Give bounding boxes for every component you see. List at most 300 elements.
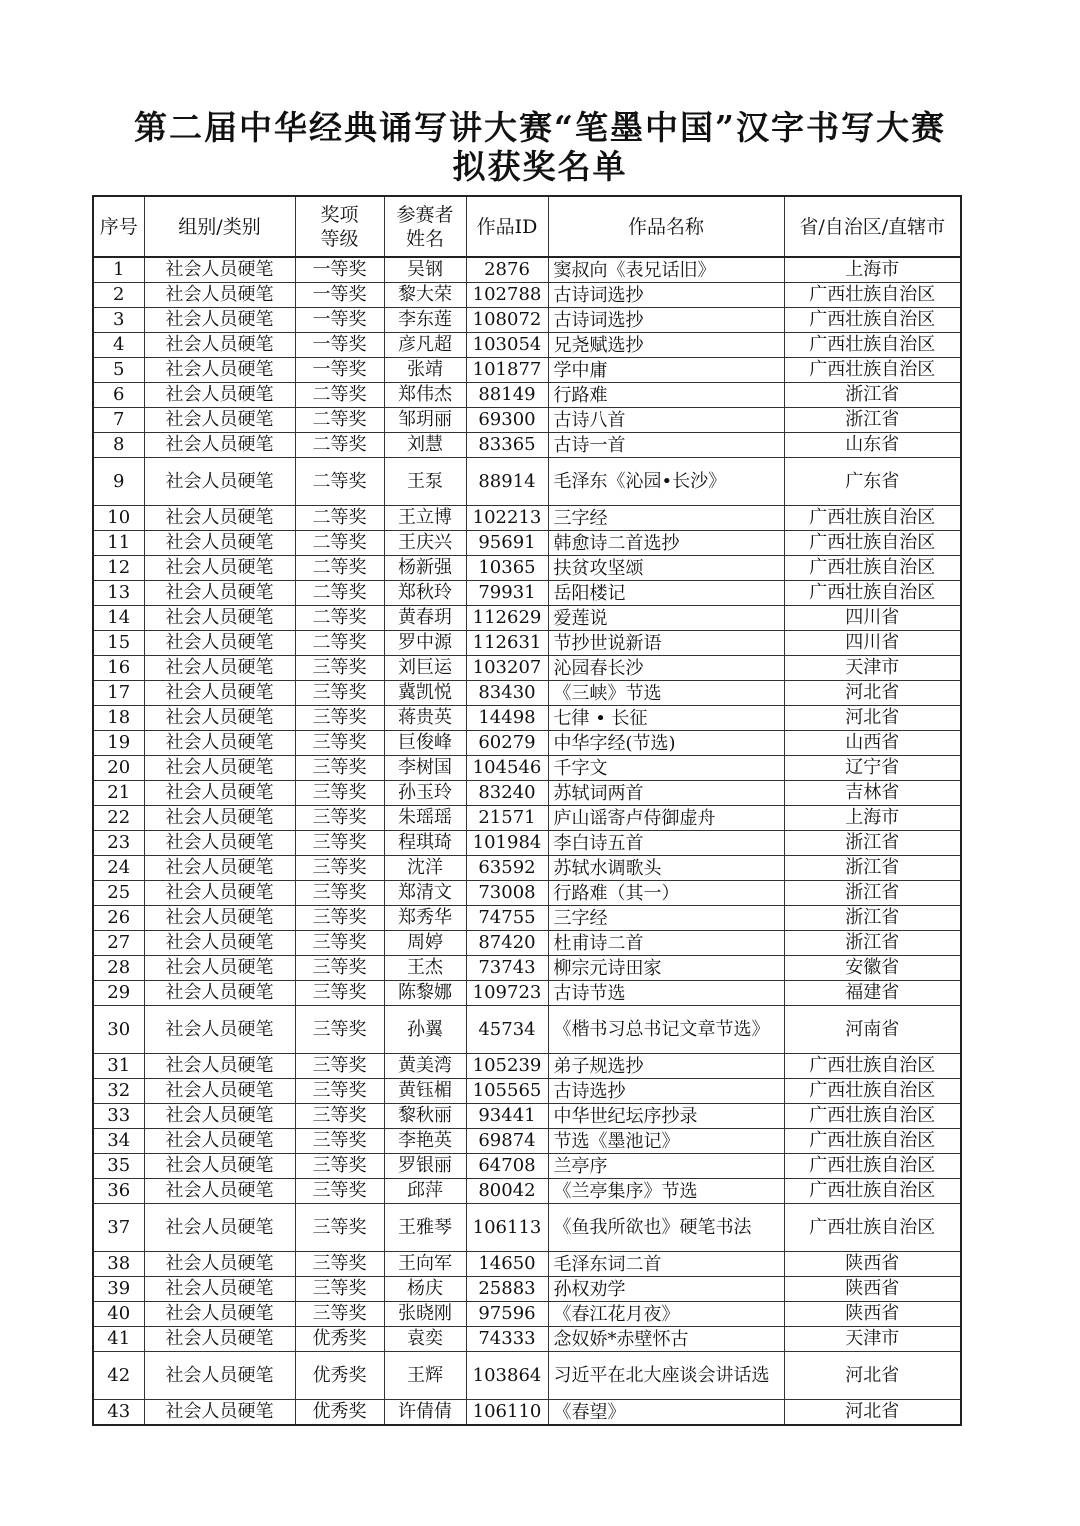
work-id-cell: 2876 (466, 257, 548, 283)
table-row (93, 1154, 961, 1179)
region-cell: 广西壮族自治区 (784, 1054, 961, 1079)
work-id-cell: 95691 (466, 531, 548, 556)
region-cell: 浙江省 (784, 831, 961, 856)
region-cell: 广西壮族自治区 (784, 358, 961, 383)
table-row (93, 581, 961, 606)
region-cell: 山西省 (784, 731, 961, 756)
table-row (93, 1054, 961, 1079)
work-title-cell: 三字经 (548, 906, 784, 931)
table-row (93, 257, 961, 283)
work-title-cell: 七律 • 长征 (548, 706, 784, 731)
table-row (93, 556, 961, 581)
work-id-cell: 83365 (466, 433, 548, 458)
work-title-cell: 古诗节选 (548, 981, 784, 1006)
row-index: 25 (93, 881, 144, 906)
award-cell: 三等奖 (295, 806, 384, 831)
table-row (93, 881, 961, 906)
group-cell: 社会人员硬笔 (144, 981, 295, 1006)
region-cell: 浙江省 (784, 856, 961, 881)
award-table (92, 195, 962, 1426)
table-row (93, 1327, 961, 1352)
work-title-cell: 节抄世说新语 (548, 631, 784, 656)
row-index: 41 (93, 1327, 144, 1352)
group-cell: 社会人员硬笔 (144, 856, 295, 881)
table-row (93, 731, 961, 756)
work-title-cell: 习近平在北大座谈会讲话选 (548, 1352, 784, 1400)
row-index: 4 (93, 333, 144, 358)
column-header-work-id: 作品ID (466, 196, 548, 257)
work-id-cell: 105565 (466, 1079, 548, 1104)
region-cell: 上海市 (784, 806, 961, 831)
work-id-cell: 74333 (466, 1327, 548, 1352)
row-index: 39 (93, 1277, 144, 1302)
work-title-cell: 庐山谣寄卢侍御虚舟 (548, 806, 784, 831)
award-cell: 一等奖 (295, 308, 384, 333)
row-index: 32 (93, 1079, 144, 1104)
name-cell: 陈黎娜 (384, 981, 466, 1006)
row-index: 27 (93, 931, 144, 956)
name-cell: 王向军 (384, 1252, 466, 1277)
award-cell: 二等奖 (295, 383, 384, 408)
row-index: 16 (93, 656, 144, 681)
name-cell: 朱瑶瑶 (384, 806, 466, 831)
row-index: 33 (93, 1104, 144, 1129)
work-id-cell: 79931 (466, 581, 548, 606)
row-index: 30 (93, 1006, 144, 1054)
award-cell: 优秀奖 (295, 1352, 384, 1400)
work-id-cell: 102213 (466, 506, 548, 531)
table-row (93, 906, 961, 931)
award-cell: 三等奖 (295, 1277, 384, 1302)
region-cell: 广西壮族自治区 (784, 531, 961, 556)
group-cell: 社会人员硬笔 (144, 358, 295, 383)
row-index: 10 (93, 506, 144, 531)
work-id-cell: 93441 (466, 1104, 548, 1129)
group-cell: 社会人员硬笔 (144, 556, 295, 581)
work-title-cell: 扶贫攻坚颂 (548, 556, 784, 581)
group-cell: 社会人员硬笔 (144, 1129, 295, 1154)
work-title-cell: 古诗一首 (548, 433, 784, 458)
award-cell: 三等奖 (295, 981, 384, 1006)
table-row (93, 458, 961, 506)
row-index: 19 (93, 731, 144, 756)
group-cell: 社会人员硬笔 (144, 956, 295, 981)
award-cell: 二等奖 (295, 606, 384, 631)
region-cell: 广西壮族自治区 (784, 506, 961, 531)
group-cell: 社会人员硬笔 (144, 706, 295, 731)
row-index: 13 (93, 581, 144, 606)
work-id-cell: 88914 (466, 458, 548, 506)
work-id-cell: 21571 (466, 806, 548, 831)
work-id-cell: 25883 (466, 1277, 548, 1302)
column-header-group: 组别/类别 (144, 196, 295, 257)
award-cell: 二等奖 (295, 433, 384, 458)
work-title-cell: 爱莲说 (548, 606, 784, 631)
work-title-cell: 《鱼我所欲也》硬笔书法 (548, 1204, 784, 1252)
group-cell: 社会人员硬笔 (144, 333, 295, 358)
name-cell: 孙玉玲 (384, 781, 466, 806)
award-cell: 一等奖 (295, 283, 384, 308)
work-id-cell: 108072 (466, 308, 548, 333)
table-row (93, 1079, 961, 1104)
work-id-cell: 103054 (466, 333, 548, 358)
row-index: 1 (93, 257, 144, 283)
group-cell: 社会人员硬笔 (144, 681, 295, 706)
work-id-cell: 80042 (466, 1179, 548, 1204)
award-cell: 二等奖 (295, 556, 384, 581)
region-cell: 浙江省 (784, 881, 961, 906)
column-header-name: 参赛者 姓名 (384, 196, 466, 257)
work-title-cell: 《楷书习总书记文章节选》 (548, 1006, 784, 1054)
name-cell: 黎大荣 (384, 283, 466, 308)
region-cell: 天津市 (784, 1327, 961, 1352)
group-cell: 社会人员硬笔 (144, 257, 295, 283)
group-cell: 社会人员硬笔 (144, 1054, 295, 1079)
work-title-cell: 岳阳楼记 (548, 581, 784, 606)
work-id-cell: 73008 (466, 881, 548, 906)
group-cell: 社会人员硬笔 (144, 308, 295, 333)
table-row (93, 781, 961, 806)
name-cell: 王泵 (384, 458, 466, 506)
table-row (93, 408, 961, 433)
work-title-cell: 兄尧赋选抄 (548, 333, 784, 358)
table-row (93, 756, 961, 781)
row-index: 2 (93, 283, 144, 308)
row-index: 21 (93, 781, 144, 806)
group-cell: 社会人员硬笔 (144, 906, 295, 931)
work-title-cell: 韩愈诗二首选抄 (548, 531, 784, 556)
region-cell: 上海市 (784, 257, 961, 283)
name-cell: 杨庆 (384, 1277, 466, 1302)
award-cell: 三等奖 (295, 856, 384, 881)
work-id-cell: 105239 (466, 1054, 548, 1079)
work-id-cell: 106113 (466, 1204, 548, 1252)
name-cell: 李东莲 (384, 308, 466, 333)
award-cell: 三等奖 (295, 1179, 384, 1204)
row-index: 42 (93, 1352, 144, 1400)
row-index: 11 (93, 531, 144, 556)
region-cell: 河北省 (784, 681, 961, 706)
award-cell: 三等奖 (295, 956, 384, 981)
group-cell: 社会人员硬笔 (144, 1179, 295, 1204)
work-title-cell: 《兰亭集序》节选 (548, 1179, 784, 1204)
award-cell: 三等奖 (295, 731, 384, 756)
row-index: 29 (93, 981, 144, 1006)
award-cell: 优秀奖 (295, 1400, 384, 1426)
name-cell: 袁奕 (384, 1327, 466, 1352)
row-index: 6 (93, 383, 144, 408)
table-row (93, 1302, 961, 1327)
work-title-cell: 《春望》 (548, 1400, 784, 1426)
work-title-cell: 毛泽东《沁园•长沙》 (548, 458, 784, 506)
work-id-cell: 87420 (466, 931, 548, 956)
region-cell: 福建省 (784, 981, 961, 1006)
work-id-cell: 64708 (466, 1154, 548, 1179)
group-cell: 社会人员硬笔 (144, 1327, 295, 1352)
region-cell: 广西壮族自治区 (784, 1104, 961, 1129)
work-id-cell: 97596 (466, 1302, 548, 1327)
group-cell: 社会人员硬笔 (144, 1352, 295, 1400)
row-index: 17 (93, 681, 144, 706)
work-id-cell: 88149 (466, 383, 548, 408)
table-row (93, 1352, 961, 1400)
work-id-cell: 69300 (466, 408, 548, 433)
work-title-cell: 节选《墨池记》 (548, 1129, 784, 1154)
award-cell: 三等奖 (295, 656, 384, 681)
work-id-cell: 112631 (466, 631, 548, 656)
work-id-cell: 83430 (466, 681, 548, 706)
name-cell: 张晓刚 (384, 1302, 466, 1327)
name-cell: 邱萍 (384, 1179, 466, 1204)
work-title-cell: 毛泽东词二首 (548, 1252, 784, 1277)
group-cell: 社会人员硬笔 (144, 433, 295, 458)
row-index: 22 (93, 806, 144, 831)
work-id-cell: 101984 (466, 831, 548, 856)
column-header-award: 奖项 等级 (295, 196, 384, 257)
name-cell: 郑秀华 (384, 906, 466, 931)
region-cell: 河南省 (784, 1006, 961, 1054)
work-title-cell: 学中庸 (548, 358, 784, 383)
name-cell: 王立博 (384, 506, 466, 531)
name-cell: 郑秋玲 (384, 581, 466, 606)
group-cell: 社会人员硬笔 (144, 1302, 295, 1327)
group-cell: 社会人员硬笔 (144, 1104, 295, 1129)
award-cell: 三等奖 (295, 681, 384, 706)
name-cell: 刘慧 (384, 433, 466, 458)
group-cell: 社会人员硬笔 (144, 531, 295, 556)
work-title-cell: 苏轼词两首 (548, 781, 784, 806)
table-row (93, 358, 961, 383)
document-title: 第二届中华经典诵写讲大赛“笔墨中国”汉字书写大赛 (134, 108, 946, 147)
award-cell: 一等奖 (295, 333, 384, 358)
work-title-cell: 兰亭序 (548, 1154, 784, 1179)
award-cell: 三等奖 (295, 931, 384, 956)
work-title-cell: 《三峡》节选 (548, 681, 784, 706)
work-id-cell: 102788 (466, 283, 548, 308)
name-cell: 黎秋丽 (384, 1104, 466, 1129)
group-cell: 社会人员硬笔 (144, 731, 295, 756)
name-cell: 邹玥丽 (384, 408, 466, 433)
region-cell: 广东省 (784, 458, 961, 506)
work-id-cell: 14650 (466, 1252, 548, 1277)
group-cell: 社会人员硬笔 (144, 781, 295, 806)
row-index: 37 (93, 1204, 144, 1252)
group-cell: 社会人员硬笔 (144, 383, 295, 408)
table-row (93, 606, 961, 631)
work-title-cell: 柳宗元诗田家 (548, 956, 784, 981)
row-index: 38 (93, 1252, 144, 1277)
name-cell: 郑伟杰 (384, 383, 466, 408)
work-id-cell: 103864 (466, 1352, 548, 1400)
region-cell: 陕西省 (784, 1277, 961, 1302)
name-cell: 王杰 (384, 956, 466, 981)
award-cell: 二等奖 (295, 631, 384, 656)
column-header-index: 序号 (93, 196, 144, 257)
region-cell: 辽宁省 (784, 756, 961, 781)
table-row (93, 283, 961, 308)
row-index: 15 (93, 631, 144, 656)
table-row (93, 1204, 961, 1252)
award-cell: 三等奖 (295, 831, 384, 856)
region-cell: 广西壮族自治区 (784, 1129, 961, 1154)
table-row (93, 1179, 961, 1204)
award-cell: 三等奖 (295, 1006, 384, 1054)
work-title-cell: 念奴娇*赤壁怀古 (548, 1327, 784, 1352)
table-row (93, 656, 961, 681)
work-id-cell: 10365 (466, 556, 548, 581)
name-cell: 黄钰楣 (384, 1079, 466, 1104)
award-cell: 三等奖 (295, 1079, 384, 1104)
name-cell: 冀凯悦 (384, 681, 466, 706)
group-cell: 社会人员硬笔 (144, 831, 295, 856)
work-title-cell: 中华字经(节选) (548, 731, 784, 756)
table-body (93, 257, 961, 1425)
row-index: 34 (93, 1129, 144, 1154)
award-cell: 三等奖 (295, 781, 384, 806)
row-index: 9 (93, 458, 144, 506)
row-index: 3 (93, 308, 144, 333)
region-cell: 吉林省 (784, 781, 961, 806)
work-title-cell: 行路难（其一） (548, 881, 784, 906)
award-cell: 三等奖 (295, 881, 384, 906)
document-subtitle: 拟获奖名单 (452, 147, 628, 186)
table-row (93, 681, 961, 706)
region-cell: 浙江省 (784, 408, 961, 433)
row-index: 14 (93, 606, 144, 631)
name-cell: 郑清文 (384, 881, 466, 906)
name-cell: 罗银丽 (384, 1154, 466, 1179)
work-id-cell: 63592 (466, 856, 548, 881)
region-cell: 河北省 (784, 1352, 961, 1400)
name-cell: 孙翼 (384, 1006, 466, 1054)
table-row (93, 531, 961, 556)
group-cell: 社会人员硬笔 (144, 1400, 295, 1426)
region-cell: 广西壮族自治区 (784, 556, 961, 581)
region-cell: 广西壮族自治区 (784, 581, 961, 606)
group-cell: 社会人员硬笔 (144, 631, 295, 656)
work-id-cell: 112629 (466, 606, 548, 631)
region-cell: 广西壮族自治区 (784, 1079, 961, 1104)
group-cell: 社会人员硬笔 (144, 1204, 295, 1252)
work-title-cell: 千字文 (548, 756, 784, 781)
work-id-cell: 103207 (466, 656, 548, 681)
table-row (93, 1104, 961, 1129)
work-title-cell: 苏轼水调歌头 (548, 856, 784, 881)
group-cell: 社会人员硬笔 (144, 656, 295, 681)
work-title-cell: 古诗词选抄 (548, 283, 784, 308)
table-row (93, 308, 961, 333)
group-cell: 社会人员硬笔 (144, 1252, 295, 1277)
name-cell: 李艳英 (384, 1129, 466, 1154)
work-id-cell: 14498 (466, 706, 548, 731)
work-title-cell: 中华世纪坛序抄录 (548, 1104, 784, 1129)
table-row (93, 706, 961, 731)
work-id-cell: 83240 (466, 781, 548, 806)
table-row (93, 333, 961, 358)
region-cell: 广西壮族自治区 (784, 1154, 961, 1179)
award-cell: 二等奖 (295, 458, 384, 506)
region-cell: 广西壮族自治区 (784, 1179, 961, 1204)
region-cell: 安徽省 (784, 956, 961, 981)
region-cell: 陕西省 (784, 1302, 961, 1327)
row-index: 8 (93, 433, 144, 458)
award-cell: 二等奖 (295, 531, 384, 556)
region-cell: 河北省 (784, 1400, 961, 1426)
name-cell: 蒋贵英 (384, 706, 466, 731)
row-index: 40 (93, 1302, 144, 1327)
column-header-work-title: 作品名称 (548, 196, 784, 257)
group-cell: 社会人员硬笔 (144, 1006, 295, 1054)
region-cell: 山东省 (784, 433, 961, 458)
table-row (93, 806, 961, 831)
region-cell: 广西壮族自治区 (784, 308, 961, 333)
region-cell: 四川省 (784, 631, 961, 656)
work-title-cell: 弟子规选抄 (548, 1054, 784, 1079)
row-index: 23 (93, 831, 144, 856)
work-id-cell: 45734 (466, 1006, 548, 1054)
row-index: 28 (93, 956, 144, 981)
region-cell: 天津市 (784, 656, 961, 681)
table-row (93, 831, 961, 856)
name-cell: 程琪琦 (384, 831, 466, 856)
table-row (93, 1129, 961, 1154)
name-cell: 王辉 (384, 1352, 466, 1400)
row-index: 7 (93, 408, 144, 433)
award-cell: 二等奖 (295, 408, 384, 433)
region-cell: 广西壮族自治区 (784, 283, 961, 308)
region-cell: 陕西省 (784, 1252, 961, 1277)
name-cell: 彦凡超 (384, 333, 466, 358)
work-title-cell: 行路难 (548, 383, 784, 408)
group-cell: 社会人员硬笔 (144, 806, 295, 831)
region-cell: 浙江省 (784, 383, 961, 408)
work-id-cell: 101877 (466, 358, 548, 383)
award-cell: 三等奖 (295, 1054, 384, 1079)
work-id-cell: 60279 (466, 731, 548, 756)
work-title-cell: 李白诗五首 (548, 831, 784, 856)
group-cell: 社会人员硬笔 (144, 756, 295, 781)
group-cell: 社会人员硬笔 (144, 606, 295, 631)
row-index: 35 (93, 1154, 144, 1179)
name-cell: 张靖 (384, 358, 466, 383)
award-cell: 三等奖 (295, 1129, 384, 1154)
name-cell: 刘巨运 (384, 656, 466, 681)
work-title-cell: 窦叔向《表兄话旧》 (548, 257, 784, 283)
region-cell: 广西壮族自治区 (784, 1204, 961, 1252)
row-index: 5 (93, 358, 144, 383)
name-cell: 黄美湾 (384, 1054, 466, 1079)
group-cell: 社会人员硬笔 (144, 1277, 295, 1302)
name-cell: 罗中源 (384, 631, 466, 656)
table-header-row (93, 196, 961, 257)
award-cell: 三等奖 (295, 1204, 384, 1252)
region-cell: 河北省 (784, 706, 961, 731)
row-index: 26 (93, 906, 144, 931)
table-row (93, 383, 961, 408)
table-row (93, 931, 961, 956)
table-row (93, 981, 961, 1006)
award-cell: 优秀奖 (295, 1327, 384, 1352)
work-id-cell: 109723 (466, 981, 548, 1006)
group-cell: 社会人员硬笔 (144, 506, 295, 531)
region-cell: 四川省 (784, 606, 961, 631)
name-cell: 李树国 (384, 756, 466, 781)
name-cell: 王庆兴 (384, 531, 466, 556)
name-cell: 王雅琴 (384, 1204, 466, 1252)
table-row (93, 506, 961, 531)
row-index: 24 (93, 856, 144, 881)
table-row (93, 856, 961, 881)
